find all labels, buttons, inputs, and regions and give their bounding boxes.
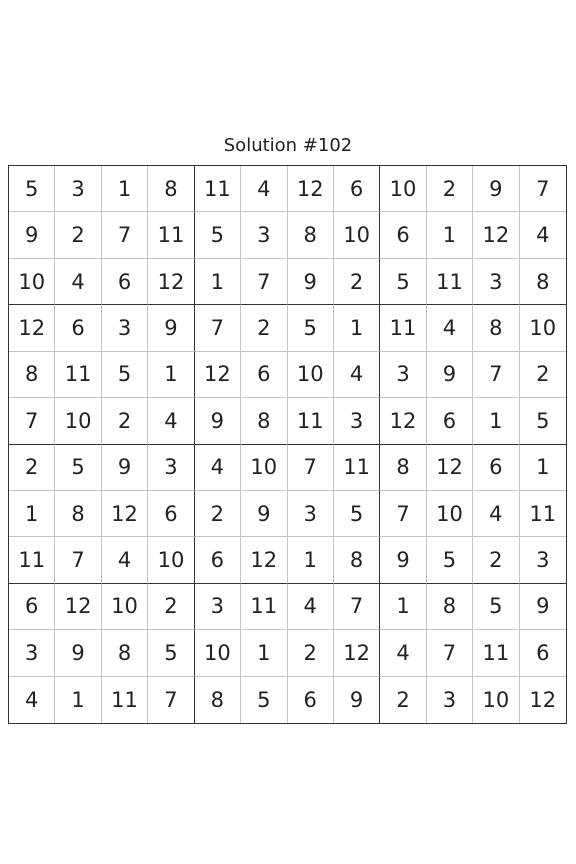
grid-cell: 8 <box>380 445 426 491</box>
grid-cell: 1 <box>102 166 148 212</box>
grid-cell: 10 <box>241 445 287 491</box>
grid-cell: 11 <box>9 537 55 583</box>
grid-cell: 7 <box>148 677 194 723</box>
grid-cell: 6 <box>241 352 287 398</box>
grid-cell: 5 <box>195 212 241 258</box>
grid-cell: 10 <box>195 630 241 676</box>
puzzle-title: Solution #102 <box>223 135 353 156</box>
grid-cell: 10 <box>473 677 519 723</box>
grid-cell: 8 <box>102 630 148 676</box>
grid-cell: 1 <box>520 445 566 491</box>
grid-cell: 11 <box>102 677 148 723</box>
grid-cell: 3 <box>195 584 241 630</box>
grid-cell: 1 <box>473 398 519 444</box>
grid-cell: 7 <box>9 398 55 444</box>
grid-cell: 8 <box>427 584 473 630</box>
grid-cell: 10 <box>148 537 194 583</box>
grid-cell: 12 <box>334 630 380 676</box>
grid-cell: 7 <box>427 630 473 676</box>
grid-cell: 9 <box>9 212 55 258</box>
grid-cell: 5 <box>102 352 148 398</box>
grid-cell: 3 <box>427 677 473 723</box>
grid-cell: 5 <box>427 537 473 583</box>
grid-cell: 1 <box>288 537 334 583</box>
grid-cell: 5 <box>520 398 566 444</box>
grid-cell: 11 <box>473 630 519 676</box>
grid-cell: 12 <box>380 398 426 444</box>
grid-cell: 12 <box>241 537 287 583</box>
grid-cell: 3 <box>241 212 287 258</box>
grid-cell: 11 <box>288 398 334 444</box>
grid-cell: 11 <box>241 584 287 630</box>
grid-cell: 10 <box>102 584 148 630</box>
grid-cell: 12 <box>427 445 473 491</box>
grid-cell: 9 <box>195 398 241 444</box>
grid-cell: 8 <box>148 166 194 212</box>
grid-cell: 7 <box>334 584 380 630</box>
grid-cell: 7 <box>520 166 566 212</box>
grid-cell: 12 <box>288 166 334 212</box>
sudoku-grid <box>8 165 567 724</box>
grid-cell: 2 <box>473 537 519 583</box>
grid-cell: 7 <box>380 491 426 537</box>
grid-cell: 4 <box>9 677 55 723</box>
grid-cell: 12 <box>9 305 55 351</box>
grid-cell: 10 <box>380 166 426 212</box>
grid-cell: 8 <box>334 537 380 583</box>
grid-cell: 1 <box>148 352 194 398</box>
grid-cell: 1 <box>334 305 380 351</box>
grid-cell: 6 <box>427 398 473 444</box>
grid-cell: 2 <box>55 212 101 258</box>
grid-cell: 10 <box>288 352 334 398</box>
grid-cell: 2 <box>195 491 241 537</box>
grid-cell: 1 <box>380 584 426 630</box>
grid-cell: 6 <box>380 212 426 258</box>
grid-cell: 9 <box>473 166 519 212</box>
grid-cell: 3 <box>148 445 194 491</box>
grid-cell: 3 <box>520 537 566 583</box>
grid-cell: 4 <box>520 212 566 258</box>
grid-cell: 8 <box>55 491 101 537</box>
grid-cell: 2 <box>102 398 148 444</box>
grid-cell: 1 <box>9 491 55 537</box>
grid-cell: 2 <box>241 305 287 351</box>
grid-cell: 5 <box>9 166 55 212</box>
grid-cell: 1 <box>55 677 101 723</box>
grid-cell: 4 <box>473 491 519 537</box>
grid-cell: 5 <box>148 630 194 676</box>
grid-cell: 1 <box>195 259 241 305</box>
grid-cell: 6 <box>334 166 380 212</box>
grid-cell: 3 <box>473 259 519 305</box>
grid-cell: 12 <box>148 259 194 305</box>
grid-cell: 9 <box>520 584 566 630</box>
grid-cell: 2 <box>9 445 55 491</box>
grid-cell: 8 <box>473 305 519 351</box>
grid-cell: 11 <box>380 305 426 351</box>
grid-cell: 3 <box>380 352 426 398</box>
grid-cell: 7 <box>55 537 101 583</box>
grid-cell: 1 <box>427 212 473 258</box>
grid-cell: 6 <box>55 305 101 351</box>
grid-cell: 10 <box>520 305 566 351</box>
grid-cell: 11 <box>427 259 473 305</box>
grid-cell: 9 <box>148 305 194 351</box>
grid-cell: 12 <box>529 687 557 712</box>
grid-cell: 12 <box>195 352 241 398</box>
grid-cell: 5 <box>334 491 380 537</box>
grid-cell: 4 <box>334 352 380 398</box>
grid-cell: 6 <box>148 491 194 537</box>
grid-cell: 5 <box>55 445 101 491</box>
grid-cell: 7 <box>102 212 148 258</box>
grid-cell: 8 <box>288 212 334 258</box>
grid-cell: 12 <box>55 584 101 630</box>
grid-cell: 3 <box>288 491 334 537</box>
grid-cell: 3 <box>9 630 55 676</box>
grid-cell: 10 <box>427 491 473 537</box>
grid-cell: 6 <box>520 630 566 676</box>
grid-cell: 9 <box>380 537 426 583</box>
grid-cell: 2 <box>427 166 473 212</box>
grid-cell: 3 <box>102 305 148 351</box>
grid-cell: 11 <box>195 166 241 212</box>
grid-cell: 4 <box>427 305 473 351</box>
grid-cell: 9 <box>334 677 380 723</box>
grid-cell: 11 <box>148 212 194 258</box>
grid-cell: 1 <box>241 630 287 676</box>
grid-cell: 9 <box>288 259 334 305</box>
grid-cell: 7 <box>195 305 241 351</box>
grid-cell: 10 <box>9 259 55 305</box>
grid-cell: 7 <box>473 352 519 398</box>
grid-cell: 2 <box>334 259 380 305</box>
grid-cell: 8 <box>195 677 241 723</box>
grid-cell: 2 <box>288 630 334 676</box>
grid-cell: 8 <box>520 259 566 305</box>
grid-cell: 4 <box>195 445 241 491</box>
grid-cell: 2 <box>520 352 566 398</box>
grid-cell: 9 <box>427 352 473 398</box>
grid-cell: 4 <box>102 537 148 583</box>
grid-cell: 6 <box>195 537 241 583</box>
grid-cell: 5 <box>241 677 287 723</box>
grid-cell: 5 <box>288 305 334 351</box>
grid-cell: 8 <box>9 352 55 398</box>
grid-cell: 4 <box>241 166 287 212</box>
grid-cell: 4 <box>380 630 426 676</box>
grid-cell: 7 <box>288 445 334 491</box>
grid-cell: 11 <box>520 491 566 537</box>
grid-cell: 9 <box>241 491 287 537</box>
grid-cell: 10 <box>334 212 380 258</box>
grid-cell: 9 <box>55 630 101 676</box>
grid-cell: 5 <box>473 584 519 630</box>
grid-cell: 12 <box>102 491 148 537</box>
grid-cell: 7 <box>241 259 287 305</box>
grid-cell: 5 <box>380 259 426 305</box>
grid-cell: 9 <box>102 445 148 491</box>
grid-cell: 4 <box>148 398 194 444</box>
grid-cell: 2 <box>148 584 194 630</box>
grid-cell: 3 <box>55 166 101 212</box>
grid-cell: 8 <box>241 398 287 444</box>
grid-cell: 4 <box>288 584 334 630</box>
grid-cell: 3 <box>334 398 380 444</box>
grid-cell: 6 <box>288 677 334 723</box>
grid-cell: 11 <box>55 352 101 398</box>
grid-cell: 4 <box>55 259 101 305</box>
grid-cell: 10 <box>55 398 101 444</box>
grid-cell: 12 <box>473 212 519 258</box>
grid-cell: 11 <box>334 445 380 491</box>
grid-cell: 6 <box>473 445 519 491</box>
grid-cell: 2 <box>380 677 426 723</box>
grid-cell: 6 <box>9 584 55 630</box>
grid-cell: 6 <box>102 259 148 305</box>
